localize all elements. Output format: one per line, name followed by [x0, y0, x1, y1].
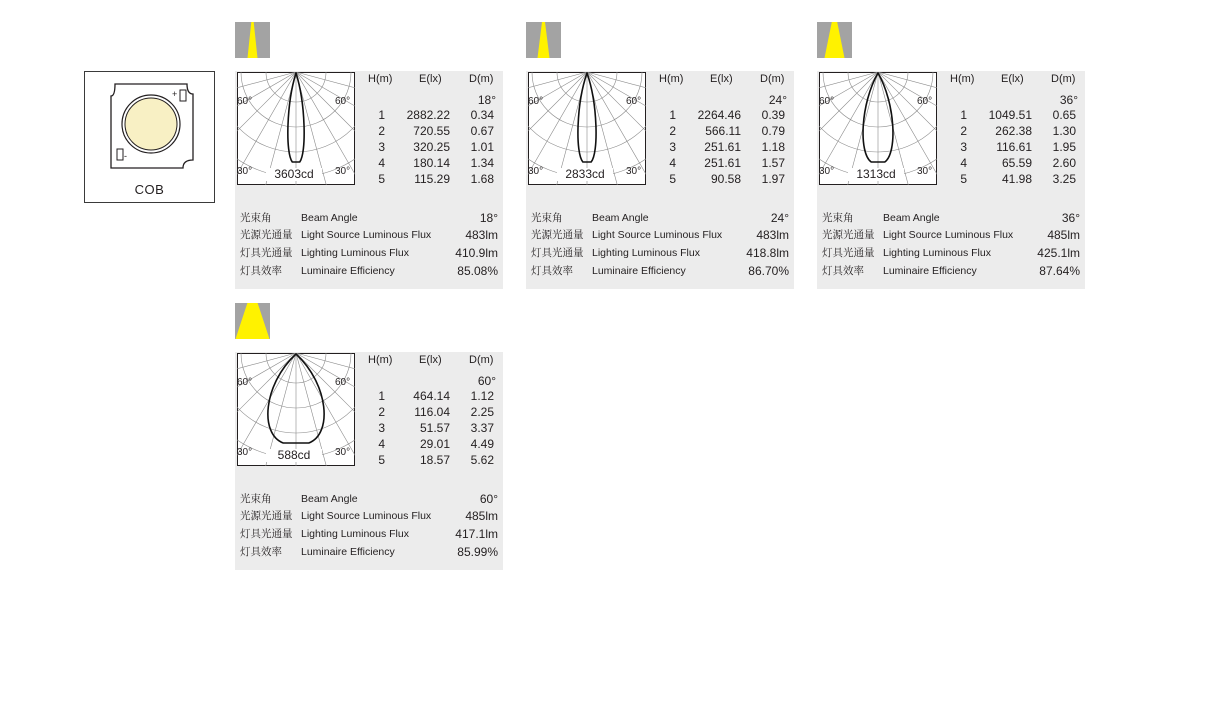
row-diameter: 0.34: [470, 108, 494, 122]
spec-label-cn: 光源光通量: [240, 229, 293, 241]
spec-lighting: [822, 245, 991, 260]
row-height: 1: [960, 108, 967, 122]
row-height: 2: [960, 124, 967, 138]
spec-value-source: 485lm: [465, 509, 498, 523]
spec-value-eff: 85.08%: [457, 264, 498, 278]
column-header-h: H(m): [659, 73, 684, 85]
row-height: 1: [378, 108, 385, 122]
row-diameter: 4.49: [470, 437, 494, 451]
beam-angle-icon: [235, 22, 270, 58]
row-illuminance: 29.01: [419, 437, 450, 451]
column-header-d: D(m): [760, 73, 785, 85]
row-illuminance: 90.58: [710, 172, 741, 186]
row-diameter: 1.18: [761, 140, 785, 154]
row-diameter: 1.30: [1052, 124, 1076, 138]
spec-label-en: Light Source Luminous Flux: [883, 229, 1014, 241]
spec-value-beam: 36°: [1061, 211, 1080, 225]
spec-label-en: Light Source Luminous Flux: [592, 229, 723, 241]
row-height: 5: [669, 172, 676, 186]
row-illuminance: 251.61: [704, 140, 741, 154]
beam-panel-60: [235, 303, 503, 559]
candela-value: 588cd: [266, 449, 322, 462]
spec-label-en: Beam Angle: [883, 212, 940, 224]
beam-angle-value: 18°: [477, 93, 496, 107]
spec-label-en: Beam Angle: [592, 212, 649, 224]
photometric-card: [235, 71, 503, 289]
column-header-e: E(lx): [419, 354, 442, 366]
spec-label-en: Luminaire Efficiency: [592, 265, 686, 277]
spec-beam: [822, 210, 940, 225]
row-height: 2: [669, 124, 676, 138]
spec-value-source: 483lm: [756, 228, 789, 242]
spec-source: [822, 227, 1013, 242]
row-height: 1: [378, 389, 385, 403]
column-header-e: E(lx): [1001, 73, 1024, 85]
row-diameter: 2.25: [470, 405, 494, 419]
beam-angle-icon: [235, 303, 270, 339]
spec-eff: [240, 544, 395, 559]
spec-label-en: Lighting Luminous Flux: [301, 528, 409, 540]
candela-value: 1313cd: [848, 168, 904, 181]
angle-label: 30°: [335, 166, 351, 177]
spec-value-beam: 24°: [770, 211, 789, 225]
spec-label-cn: 光源光通量: [240, 510, 293, 522]
spec-label-cn: 光束角: [531, 212, 563, 224]
column-header-e: E(lx): [419, 73, 442, 85]
row-illuminance: 262.38: [995, 124, 1032, 138]
row-diameter: 0.79: [761, 124, 785, 138]
row-height: 5: [378, 172, 385, 186]
row-illuminance: 720.55: [413, 124, 450, 138]
spec-source: [240, 508, 431, 523]
spec-beam: [240, 491, 358, 506]
row-diameter: 2.60: [1052, 156, 1076, 170]
row-diameter: 1.95: [1052, 140, 1076, 154]
row-illuminance: 116.61: [996, 140, 1032, 154]
candela-value: 3603cd: [266, 168, 322, 181]
angle-label: 30°: [237, 447, 253, 458]
spec-label-cn: 灯具效率: [822, 265, 864, 277]
spec-label-en: Luminaire Efficiency: [883, 265, 977, 277]
spec-label-cn: 灯具光通量: [822, 247, 875, 259]
angle-label: 30°: [335, 447, 351, 458]
row-height: 1: [669, 108, 676, 122]
column-header-h: H(m): [950, 73, 975, 85]
spec-value-lighting: 417.1lm: [455, 527, 498, 541]
row-diameter: 5.62: [470, 453, 494, 467]
spec-value-lighting: 410.9lm: [455, 246, 498, 260]
row-illuminance: 566.11: [705, 124, 741, 138]
cob-plus-mark: +: [172, 89, 178, 99]
spec-beam: [240, 210, 358, 225]
angle-label: 30°: [819, 166, 835, 177]
beam-angle-value: 24°: [768, 93, 787, 107]
spec-label-en: Luminaire Efficiency: [301, 546, 395, 558]
cob-chip-box: [84, 71, 215, 203]
cob-chip-icon: [105, 82, 195, 172]
row-height: 3: [669, 140, 676, 154]
spec-label-en: Lighting Luminous Flux: [592, 247, 700, 259]
row-height: 4: [960, 156, 967, 170]
spec-label-en: Beam Angle: [301, 212, 358, 224]
spec-source: [240, 227, 431, 242]
spec-value-eff: 86.70%: [748, 264, 789, 278]
row-illuminance: 115.29: [414, 172, 450, 186]
spec-eff: [240, 263, 395, 278]
row-height: 5: [378, 453, 385, 467]
row-height: 2: [378, 124, 385, 138]
column-header-e: E(lx): [710, 73, 733, 85]
spec-value-eff: 85.99%: [457, 545, 498, 559]
beam-panel-36: [817, 22, 1085, 278]
spec-label-cn: 灯具光通量: [240, 528, 293, 540]
spec-value-lighting: 418.8lm: [746, 246, 789, 260]
row-illuminance: 65.59: [1001, 156, 1032, 170]
spec-label-cn: 光束角: [240, 212, 272, 224]
candela-value: 2833cd: [557, 168, 613, 181]
row-illuminance: 1049.51: [988, 108, 1032, 122]
spec-label-cn: 灯具光通量: [240, 247, 293, 259]
row-illuminance: 116.04: [414, 405, 450, 419]
row-diameter: 1.01: [470, 140, 494, 154]
row-diameter: 0.39: [761, 108, 785, 122]
angle-label: 60°: [528, 96, 544, 107]
row-illuminance: 18.57: [419, 453, 450, 467]
column-header-d: D(m): [469, 73, 494, 85]
spec-label-cn: 灯具光通量: [531, 247, 584, 259]
spec-label-en: Luminaire Efficiency: [301, 265, 395, 277]
spec-beam: [531, 210, 649, 225]
row-diameter: 1.34: [470, 156, 494, 170]
beam-angle-value: 60°: [477, 374, 496, 388]
beam-panel-18: [235, 22, 503, 278]
beam-angle-icon: [526, 22, 561, 58]
spec-label-cn: 光束角: [822, 212, 854, 224]
row-illuminance: 2264.46: [697, 108, 741, 122]
photometric-card: [526, 71, 794, 289]
beam-angle-value: 36°: [1059, 93, 1078, 107]
spec-label-cn: 灯具效率: [240, 546, 282, 558]
row-height: 3: [378, 421, 385, 435]
row-illuminance: 180.14: [413, 156, 450, 170]
spec-value-lighting: 425.1lm: [1037, 246, 1080, 260]
beam-angle-icon: [817, 22, 852, 58]
row-diameter: 1.57: [761, 156, 785, 170]
column-header-h: H(m): [368, 73, 393, 85]
row-illuminance: 2882.22: [406, 108, 450, 122]
spec-lighting: [240, 245, 409, 260]
row-diameter: 1.68: [470, 172, 494, 186]
spec-label-en: Lighting Luminous Flux: [883, 247, 991, 259]
spec-value-source: 483lm: [465, 228, 498, 242]
spec-label-cn: 灯具效率: [531, 265, 573, 277]
spec-value-source: 485lm: [1047, 228, 1080, 242]
spec-value-beam: 60°: [479, 492, 498, 506]
spec-value-beam: 18°: [479, 211, 498, 225]
spec-eff: [531, 263, 686, 278]
row-diameter: 0.65: [1052, 108, 1076, 122]
angle-label: 60°: [917, 96, 933, 107]
photometric-card: [817, 71, 1085, 289]
angle-label: 60°: [237, 96, 253, 107]
spec-label-en: Lighting Luminous Flux: [301, 247, 409, 259]
row-diameter: 1.97: [761, 172, 785, 186]
row-height: 3: [960, 140, 967, 154]
angle-label: 60°: [335, 377, 351, 388]
row-height: 2: [378, 405, 385, 419]
row-illuminance: 464.14: [413, 389, 450, 403]
angle-label: 60°: [626, 96, 642, 107]
spec-value-eff: 87.64%: [1039, 264, 1080, 278]
column-header-d: D(m): [1051, 73, 1076, 85]
spec-eff: [822, 263, 977, 278]
row-illuminance: 41.98: [1001, 172, 1032, 186]
cob-label: COB: [134, 182, 165, 197]
angle-label: 30°: [626, 166, 642, 177]
spec-label-cn: 光源光通量: [822, 229, 875, 241]
angle-label: 60°: [335, 96, 351, 107]
beam-panel-24: [526, 22, 794, 278]
column-header-h: H(m): [368, 354, 393, 366]
angle-label: 60°: [237, 377, 253, 388]
spec-label-cn: 光束角: [240, 493, 272, 505]
angle-label: 30°: [917, 166, 933, 177]
cob-minus-mark: -: [124, 151, 127, 161]
spec-source: [531, 227, 722, 242]
spec-label-cn: 光源光通量: [531, 229, 584, 241]
row-height: 4: [378, 437, 385, 451]
row-height: 3: [378, 140, 385, 154]
row-height: 5: [960, 172, 967, 186]
row-illuminance: 51.57: [419, 421, 450, 435]
row-diameter: 0.67: [470, 124, 494, 138]
spec-lighting: [240, 526, 409, 541]
photometric-card: [235, 352, 503, 570]
row-diameter: 3.37: [470, 421, 494, 435]
spec-label-en: Beam Angle: [301, 493, 358, 505]
row-illuminance: 251.61: [704, 156, 741, 170]
spec-label-cn: 灯具效率: [240, 265, 282, 277]
spec-label-en: Light Source Luminous Flux: [301, 510, 432, 522]
angle-label: 30°: [237, 166, 253, 177]
angle-label: 60°: [819, 96, 835, 107]
row-illuminance: 320.25: [413, 140, 450, 154]
spec-label-en: Light Source Luminous Flux: [301, 229, 432, 241]
angle-label: 30°: [528, 166, 544, 177]
row-height: 4: [669, 156, 676, 170]
row-height: 4: [378, 156, 385, 170]
row-diameter: 3.25: [1052, 172, 1076, 186]
spec-lighting: [531, 245, 700, 260]
column-header-d: D(m): [469, 354, 494, 366]
row-diameter: 1.12: [470, 389, 494, 403]
